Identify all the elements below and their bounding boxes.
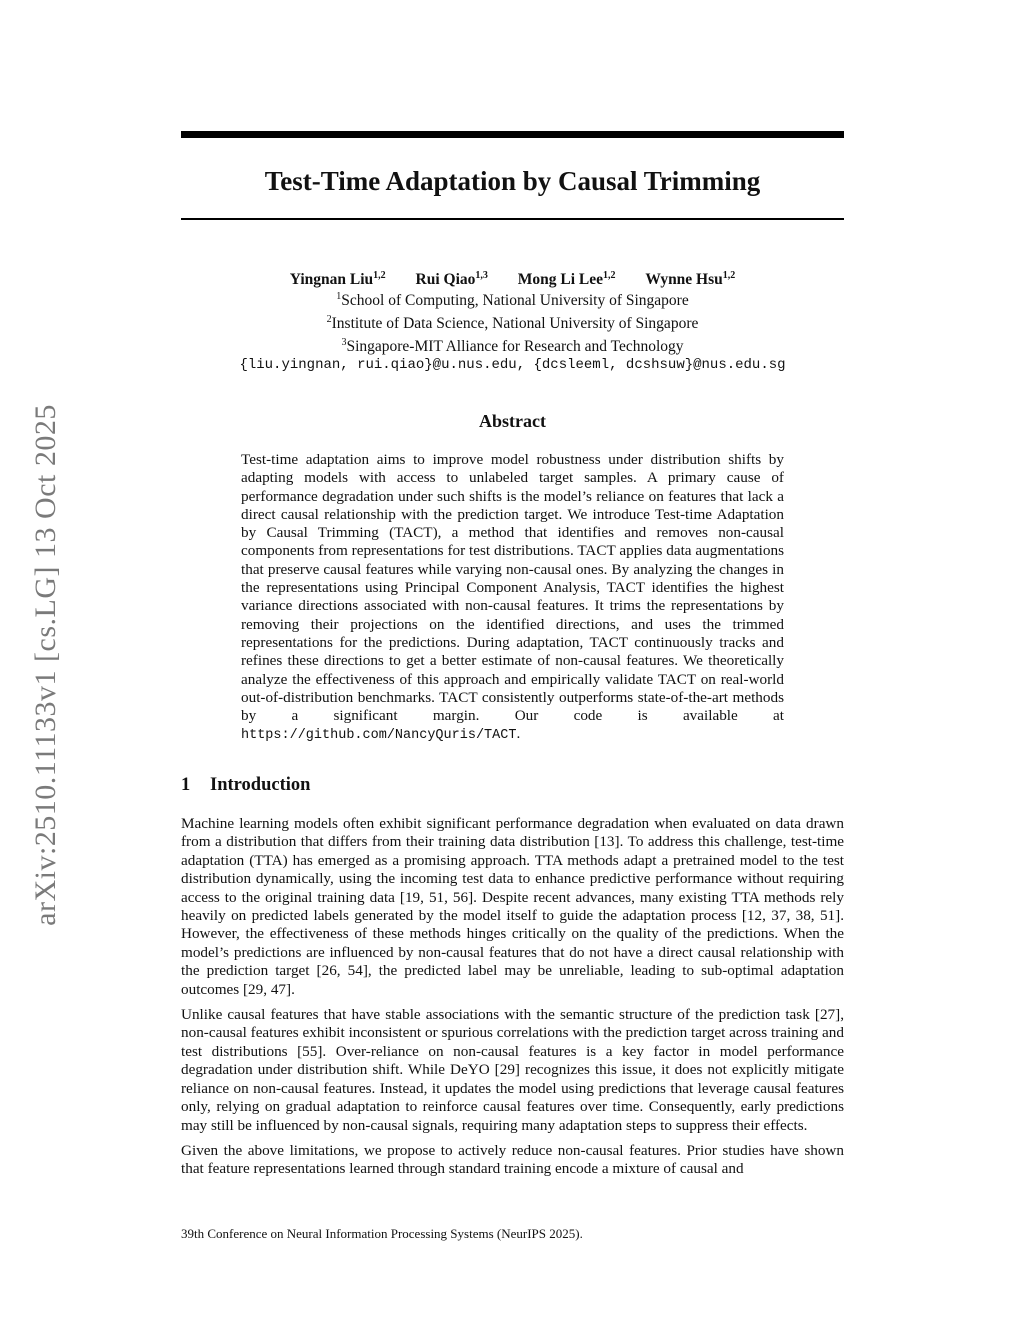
author-affiliation-mark: 1,2	[603, 270, 616, 281]
arxiv-side-stamp: arXiv:2510.11133v1 [cs.LG] 13 Oct 2025	[29, 404, 62, 926]
affiliation-block	[181, 287, 844, 375]
author-name: Rui Qiao	[415, 271, 476, 288]
introduction-body	[181, 815, 844, 1186]
section-heading	[181, 772, 310, 798]
author-emails: {liu.yingnan, rui.qiao}@u.nus.edu, {dcsleeml, dcshsuw}@nus.edu.sg	[239, 357, 786, 373]
affiliation	[181, 287, 844, 310]
conference-footnote: 39th Conference on Neural Information Processing Systems (NeurIPS 2025).	[181, 1226, 583, 1241]
author-affiliation-mark: 1,2	[722, 270, 736, 281]
paper-title: Test-Time Adaptation by Causal Trimming	[264, 166, 761, 196]
abstract-end: .	[516, 725, 521, 743]
author-affiliation-mark: 1,2	[373, 270, 386, 281]
abstract-heading: Abstract	[479, 411, 546, 431]
affiliation	[181, 333, 844, 356]
paragraph: Unlike causal features that have stable associations with the semantic structure of the prediction task [27], non-causal features exhibit inconsistent or spurious correlations with the prediction target across training and test distributions [55]. Over-reliance on non-causal features is a key factor in model performance degradation under distribution shift. While DeYO [29] recognizes this issue, it does not explicitly mitigate reliance on non-causal features. Instead, it updates the model using predictions that leverage causal features only, relying on gradual adaptation to reinforce causal features over time. Consequently, early predictions may still be influenced by non-causal signals, requiring many adaptation steps to suppress their effects.	[181, 1006, 844, 1134]
affiliation-text: Institute of Data Science, National University of Singapore	[331, 315, 699, 332]
affiliation-number: 3	[341, 337, 347, 348]
author-name: Yingnan Liu	[289, 271, 374, 288]
affiliation-number: 1	[336, 291, 342, 302]
title-top-rule	[181, 131, 844, 138]
section-title: Introduction	[210, 775, 311, 795]
affiliation-text: School of Computing, National University of Singapore	[341, 292, 689, 309]
author-affiliation-mark: 1,3	[475, 270, 488, 281]
affiliation	[181, 310, 844, 333]
abstract-text	[241, 451, 784, 746]
section-number: 1	[181, 775, 191, 795]
author-name: Mong Li Lee	[517, 271, 604, 288]
code-link[interactable]: https://github.com/NancyQuris/TACT	[241, 728, 517, 744]
affiliation-number: 2	[326, 314, 332, 325]
title-bottom-rule	[181, 218, 844, 220]
paragraph: Given the above limitations, we propose to actively reduce non-causal features. Prior studies have shown that feature representations learned through standard training encode a mixture of causal and	[181, 1141, 844, 1178]
abstract-body: Test-time adaptation aims to improve model robustness under distribution shifts by adapting models with access to unlabeled target samples. A primary cause of performance degradation under such shifts is the model’s reliance on features that lack a direct causal relationship with the prediction target. We introduce Test-time Adaptation by Causal Trimming (TACT), a method that identifies and removes non-causal components from representations for test distributions. TACT applies data augmentations that preserve causal features while varying non-causal ones. By analyzing the changes in the representations using Principal Component Analysis, TACT identifies the highest variance directions associated with non-causal features. It trims the representations by removing their projections on the identified directions, and uses the trimmed representations for the predictions. During adaptation, TACT continuously tracks and refines these directions to get a better estimate of non-causal features. We theoretically analyze the effectiveness of this approach and empirically validate TACT on real-world out-of-distribution benchmarks. TACT consistently outperforms state-of-the-art methods by a significant margin. Our code is available at	[241, 451, 784, 725]
affiliation-text: Singapore-MIT Alliance for Research and Technology	[346, 338, 684, 355]
paragraph: Machine learning models often exhibit significant performance degradation when evaluated on data drawn from a distribution that differs from their training data distribution [13]. To address this challenge, test-time adaptation (TTA) has emerged as a promising approach. TTA methods adapt a pretrained model to the test distribution dynamically, using the incoming test data to enhance predictive performance without requiring access to the original training data [19, 51, 56]. Despite recent advances, many existing TTA methods rely heavily on predicted labels generated by the model itself to guide the adaptation process [12, 37, 38, 51]. However, the effectiveness of these methods hinges critically on the quality of the predictions. When the model’s predictions are influenced by non-causal features that do not have a direct causal relationship with the prediction target [26, 54], the predicted label may be unreliable, leading to sub-optimal adaptation outcomes [29, 47].	[181, 815, 844, 998]
author-name: Wynne Hsu	[645, 271, 723, 288]
